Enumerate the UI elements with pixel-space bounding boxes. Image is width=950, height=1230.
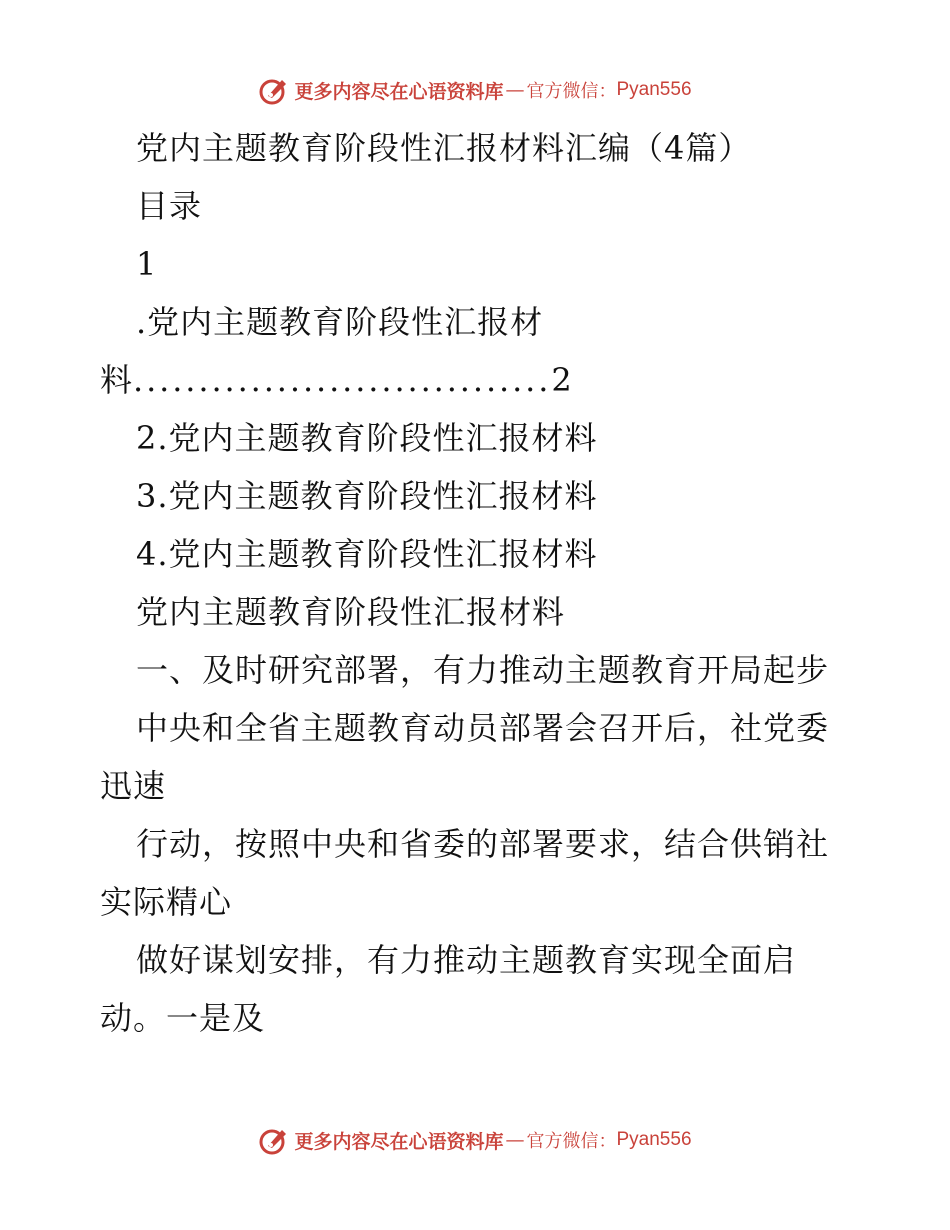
paragraph-line: 行动，按照中央和省委的部署要求，结合供销社	[136, 825, 830, 863]
pen-nib-logo-icon	[258, 74, 290, 106]
banner-site-name: 更多内容尽在心语资料库	[294, 1130, 504, 1153]
toc-item-2: 2.党内主题教育阶段性汇报材料	[136, 419, 598, 457]
paragraph-line: 实际精心	[100, 883, 233, 921]
toc-item-1-page: 2	[551, 361, 573, 399]
section-heading-1: 一、及时研究部署，有力推动主题教育开局起步	[136, 651, 830, 689]
paragraph-line: 做好谋划安排，有力推动主题教育实现全面启	[136, 941, 797, 979]
toc-item-1-text: .党内主题教育阶段性汇报材	[136, 303, 544, 341]
toc-item-1-leader: ................................	[133, 361, 552, 399]
banner-dash: —	[505, 79, 525, 101]
toc-item-3: 3.党内主题教育阶段性汇报材料	[136, 477, 598, 515]
toc-item-4: 4.党内主题教育阶段性汇报材料	[136, 535, 598, 573]
toc-item-1-wrap-text: 料	[100, 361, 134, 399]
banner-wechat-handle: Pyan556	[616, 79, 692, 100]
banner-dash: —	[505, 1129, 525, 1151]
header-watermark-banner	[0, 70, 950, 110]
paragraph-line: 动。一是及	[100, 999, 266, 1037]
banner-wechat-label: 官方微信：	[526, 1131, 617, 1152]
toc-heading: 目录	[136, 187, 203, 225]
paragraph-line: 中央和全省主题教育动员部署会召开后，社党委	[136, 709, 830, 747]
pen-nib-logo-icon	[258, 1124, 290, 1156]
toc-item-1-wrap-line	[100, 360, 573, 400]
banner-wechat-label: 官方微信：	[526, 81, 617, 102]
document-title: 党内主题教育阶段性汇报材料汇编（4篇）	[136, 129, 752, 167]
section-title: 党内主题教育阶段性汇报材料	[136, 593, 566, 631]
footer-watermark-banner	[0, 1120, 950, 1160]
toc-item-1-number: 1	[136, 245, 158, 283]
paragraph-line: 迅速	[100, 767, 167, 805]
banner-site-name: 更多内容尽在心语资料库	[294, 80, 504, 103]
banner-wechat-handle: Pyan556	[616, 1129, 692, 1150]
